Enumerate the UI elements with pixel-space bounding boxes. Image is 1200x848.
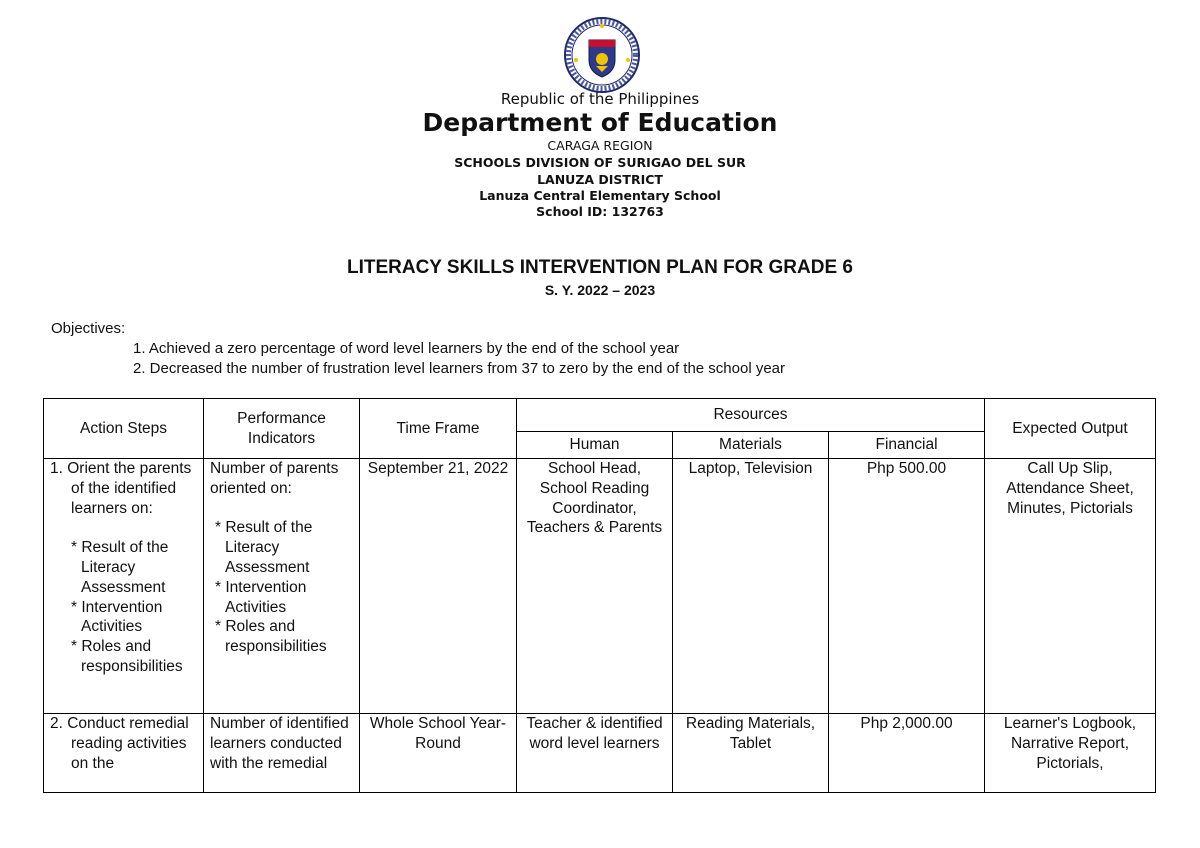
plan-title: LITERACY SKILLS INTERVENTION PLAN FOR GRADE 6: [346, 257, 853, 278]
indicator-cell: [204, 714, 360, 793]
objective-item: 1. Achieved a zero percentage of word level learners by the end of the school year: [133, 340, 680, 357]
materials-cell: Laptop, Television: [673, 459, 829, 714]
action-step-cell: [44, 459, 204, 714]
action-bullet: * Intervention Activities: [71, 598, 163, 636]
indicator-bullet: * Roles and responsibilities: [215, 618, 327, 656]
indicator-bullet: * Result of the Literacy Assessment: [215, 519, 313, 576]
indicator-bullet: * Intervention Activities: [215, 578, 307, 616]
department-heading: Department of Education: [422, 108, 778, 137]
header-performance-indicators: Performance Indicators: [204, 399, 360, 459]
financial-text: Php 2,000.00: [860, 715, 953, 732]
deped-seal-logo: [563, 16, 641, 94]
financial-cell: Php 500.00: [829, 459, 985, 714]
indicator-text: Number of identified learners conducted with the remedial: [210, 715, 349, 772]
header-human: Human: [517, 432, 673, 459]
indicator-cell: [204, 459, 360, 714]
human-resources-cell: [517, 714, 673, 793]
header-time-frame: Time Frame: [360, 399, 517, 459]
district-line: LANUZA DISTRICT: [537, 172, 663, 187]
expected-output-cell: Call Up Slip, Attendance Sheet, Minutes, Pictorials: [985, 459, 1156, 714]
financial-cell: [829, 714, 985, 793]
action-step-cell: [44, 714, 204, 793]
expected-output-cell: [985, 714, 1156, 793]
school-id-line: School ID: 132763: [536, 204, 664, 219]
intervention-plan-table: [43, 398, 1156, 793]
expected-output-text: Learner's Logbook, Narrative Report, Pictorials,: [1003, 715, 1137, 772]
materials-cell: [673, 714, 829, 793]
time-frame-cell: [360, 714, 517, 793]
indicator-text: Number of parents oriented on:: [210, 460, 339, 497]
action-bullet: * Roles and responsibilities: [71, 638, 183, 675]
header-resources: Resources: [517, 399, 985, 432]
table-row: [44, 459, 1156, 714]
header-action-steps: Action Steps: [44, 399, 204, 459]
region-line: CARAGA REGION: [547, 138, 653, 153]
table-row: [44, 714, 1156, 793]
materials-text: Reading Materials, Tablet: [685, 715, 816, 752]
school-line: Lanuza Central Elementary School: [479, 188, 721, 203]
time-frame-cell: September 21, 2022: [360, 459, 517, 714]
human-resources-cell: School Head, School Reading Coordinator, Teachers & Parents: [517, 459, 673, 714]
action-bullet: * Result of the Literacy Assessment: [71, 539, 169, 596]
header-financial: Financial: [829, 432, 985, 459]
objective-item: 2. Decreased the number of frustration level learners from 37 to zero by the end of the school year: [133, 360, 786, 377]
action-step-text: 2. Conduct remedial reading activities on the: [50, 715, 189, 772]
school-year: S. Y. 2022 – 2023: [544, 282, 656, 298]
action-step-text: 1. Orient the parents of the identified learners on:: [50, 460, 192, 517]
time-frame-text: Whole School Year-Round: [369, 715, 507, 752]
header-materials: Materials: [673, 432, 829, 459]
objectives-label: Objectives:: [51, 320, 126, 337]
republic-heading: Republic of the Philippines: [500, 90, 700, 108]
human-resources-text: Teacher & identified word level learners: [526, 715, 663, 752]
division-line: SCHOOLS DIVISION OF SURIGAO DEL SUR: [454, 155, 746, 170]
header-expected-output: Expected Output: [985, 399, 1156, 459]
